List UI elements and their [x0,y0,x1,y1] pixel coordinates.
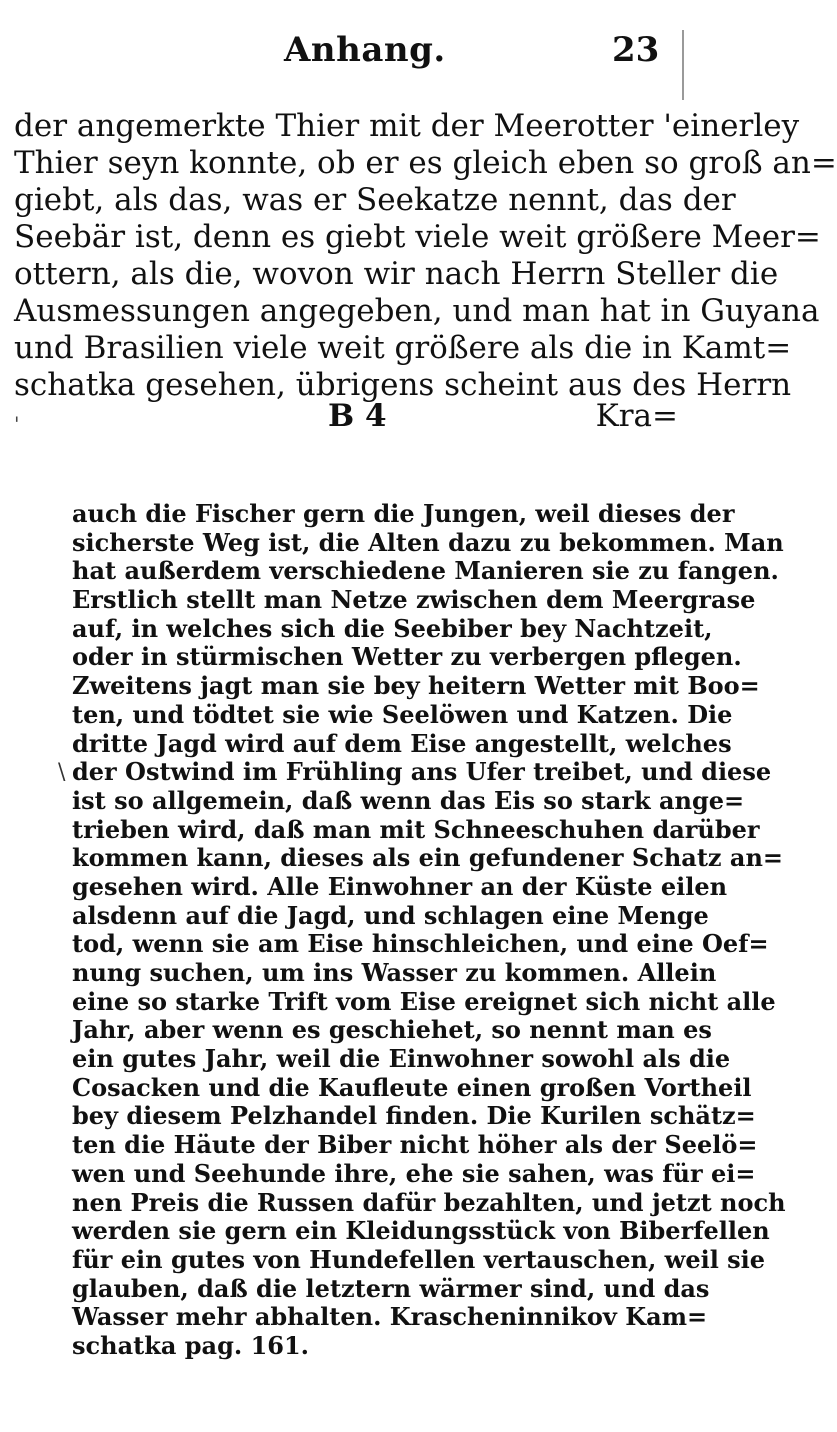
footnote-line: werden sie gern ein Kleidungsstück von Biberfellen [72,1216,770,1246]
footnote-line: Jahr, aber wenn es geschiehet, so nennt man es [72,1015,712,1045]
footnote-line: nen Preis die Russen dafür bezahlten, und jetzt noch [72,1187,786,1217]
footnote-line: schatka pag. 161. [72,1330,310,1360]
footnote-line: sicherste Weg ist, die Alten dazu zu bekommen. Man [72,527,784,557]
footnote-line: wen und Seehunde ihre, ehe sie sahen, was für ei= [72,1158,756,1188]
footnote-line: ten die Häute der Biber nicht höher als der Seelö= [72,1130,758,1160]
footnote-line: nung suchen, um ins Wasser zu kommen. Allein [72,958,717,987]
footnote-line: oder in stürmischen Wetter zu verbergen pflegen. [72,642,742,672]
text-line: giebt, als das, was er Seekatze nennt, das der [14,182,736,218]
text-line: Ausmessungen angegeben, und man hat in Guyana [14,293,820,329]
margin-mark: \ [58,760,66,785]
catchword: Kra= [595,398,678,434]
text-line: Seebär ist, denn es giebt viele weit größere Meer= [14,219,821,255]
signature-row [14,398,678,438]
footnote-line: ten, und tödtet sie wie Seelöwen und Katzen. Die [72,699,733,729]
footnote-line: alsdenn auf die Jagd, und schlagen eine Menge [72,900,709,930]
footnote-line: glauben, daß die letztern wärmer sind, und das [72,1273,710,1303]
footnote-line: der Ostwind im Frühling ans Ufer treibet, und diese [72,757,772,787]
footnote-line: dritte Jagd wird auf dem Eise angestellt, welches [72,728,732,758]
page-number: 23 [612,30,660,70]
footnote-line: tod, wenn sie am Eise hinschleichen, und eine Oef= [72,929,769,959]
footnote-line: ist so allgemein, daß wenn das Eis so stark ange= [72,785,745,815]
footnote-line: eine so starke Trift vom Eise ereignet sich nicht alle [72,986,776,1016]
footnote-line: trieben wird, daß man mit Schneeschuhen darüber [72,814,760,844]
footnote-line: Zweitens jagt man sie bey heitern Wetter mit Boo= [72,671,760,701]
footnote-line: ein gutes Jahr, weil die Einwohner sowohl als die [72,1044,731,1074]
footnote-line: kommen kann, dieses als ein gefundener Schatz an= [72,843,783,873]
main-text-block [14,108,837,404]
text-line: und Brasilien viele weit größere als die in Kamt= [14,330,792,366]
text-line: Thier seyn konnte, ob er es gleich eben so groß an= [14,145,837,181]
footnote-line: Erstlich stellt man Netze zwischen dem Meergrase [72,585,756,615]
page-edge-rule [682,30,684,100]
running-head [0,30,700,80]
footnote-line: bey diesem Pelzhandel finden. Die Kurilen schätz= [72,1101,756,1131]
text-line: ottern, als die, wovon wir nach Herrn Steller die [14,256,779,292]
text-line: schatka gesehen, übrigens scheint aus des Herrn [14,367,792,403]
footnote-line: Cosacken und die Kaufleute einen großen Vortheil [72,1072,752,1102]
footnote-block [72,499,786,1361]
footnote-line: auf, in welches sich die Seebiber bey Nachtzeit, [72,613,713,643]
running-title: Anhang. [284,30,446,70]
signature-mark: B 4 [328,398,387,434]
ink-mark: ' [14,412,20,436]
footnote-line: gesehen wird. Alle Einwohner an der Küste eilen [72,871,728,901]
footnote-line: hat außerdem verschiedene Manieren sie zu fangen. [72,556,779,586]
footnote-line: für ein gutes von Hundefellen vertauschen, weil sie [72,1244,766,1274]
text-line: der angemerkte Thier mit der Meerotter 'einerley [14,108,800,144]
footnote-line: Wasser mehr abhalten. Krascheninnikov Kam= [72,1302,708,1332]
footnote-line: auch die Fischer gern die Jungen, weil dieses der [72,499,735,528]
